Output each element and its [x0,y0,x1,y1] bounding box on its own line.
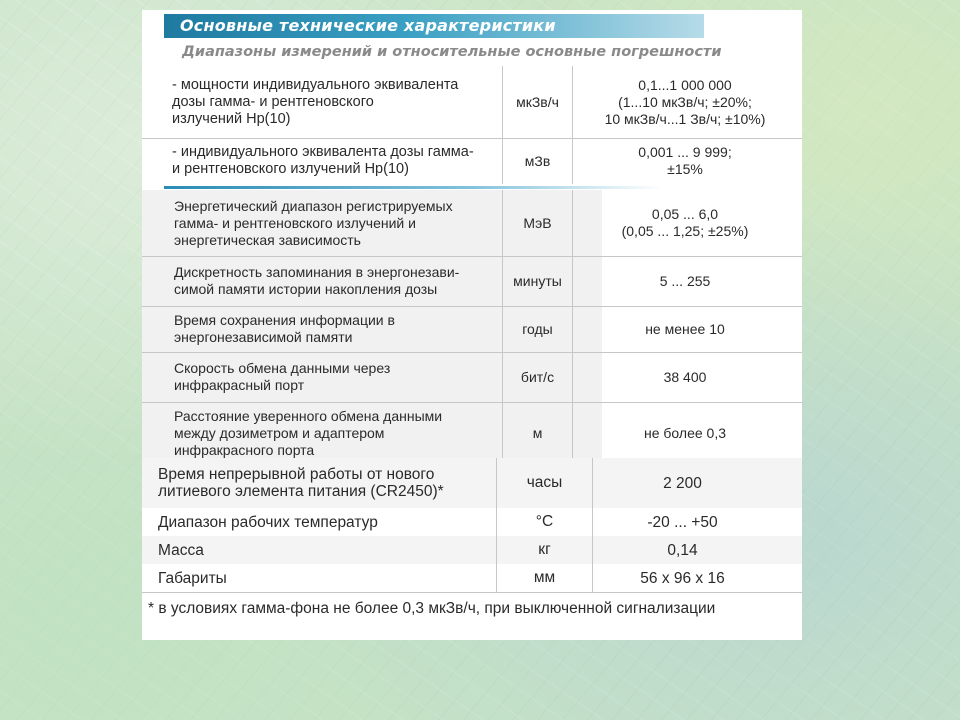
row-unit: °С [496,508,592,536]
row-label: Время непрерывной работы от нового литиевого элемента питания (CR2450)* [158,466,444,500]
section-subtitle: Диапазоны измерений и относительные основные погрешности [182,44,722,60]
row-unit: кг [496,536,592,564]
row-unit: м [502,402,572,464]
table-row [142,190,802,257]
row-label: Габариты [158,569,227,587]
table-row [142,402,802,464]
footnote: * в условиях гамма-фона не более 0,3 мкЗв/ч, при выключенной сигнализации [148,600,716,617]
row-label: Диапазон рабочих температур [158,513,378,531]
row-value: 0,14 [592,536,772,564]
table-row [142,458,802,509]
section-divider [164,186,664,189]
row-unit: мЗв [502,138,572,184]
spec-sheet [142,10,802,640]
row-value: не менее 10 [572,306,797,352]
row-unit: часы [496,458,592,508]
row-value: 38 400 [572,352,797,402]
table-row [142,256,802,307]
page-title: Основные технические характеристики [164,14,704,38]
row-value: 5 ... 255 [572,256,797,306]
row-unit: бит/с [502,352,572,402]
row-value: 0,001 ... 9 999; ±15% [572,138,797,184]
table-row [142,138,802,184]
row-value: -20 ... +50 [592,508,772,536]
row-value: 0,1...1 000 000 (1...10 мкЗв/ч; ±20%; 10 мкЗв/ч...1 Зв/ч; ±10%) [572,66,797,138]
row-value: 0,05 ... 6,0 (0,05 ... 1,25; ±25%) [572,190,797,256]
row-label: Скорость обмена данными через инфракрасный порт [174,360,391,393]
table-row [142,564,802,593]
row-label: Время сохранения информации в энергонезависимой памяти [174,312,395,345]
row-unit: минуты [502,256,572,306]
table-row [142,508,802,537]
row-unit: мкЗв/ч [502,66,572,138]
row-label: Расстояние уверенного обмена данными между дозиметром и адаптером инфракрасного порта [174,407,443,458]
table-row [142,306,802,353]
row-label: Масса [158,541,204,559]
row-label: - индивидуального эквивалента дозы гамма- и рентгеновского излучений Hp(10) [172,144,474,177]
row-unit: МэВ [502,190,572,256]
row-unit: годы [502,306,572,352]
row-label: Энергетический диапазон регистрируемых гамма- и рентгеновского излучений и энергетическая зависимость [174,197,453,248]
row-value: 56 х 96 х 16 [592,564,772,592]
row-label: - мощности индивидуального эквивалента дозы гамма- и рентгеновского излучений Hp(10) [172,76,459,127]
row-value: 2 200 [592,458,772,508]
table-row [142,66,802,139]
table-row [142,536,802,565]
row-label: Дискретность запоминания в энергонезави- симой памяти истории накопления дозы [174,264,460,297]
row-unit: мм [496,564,592,592]
row-value: не более 0,3 [572,402,797,464]
table-row [142,352,802,403]
